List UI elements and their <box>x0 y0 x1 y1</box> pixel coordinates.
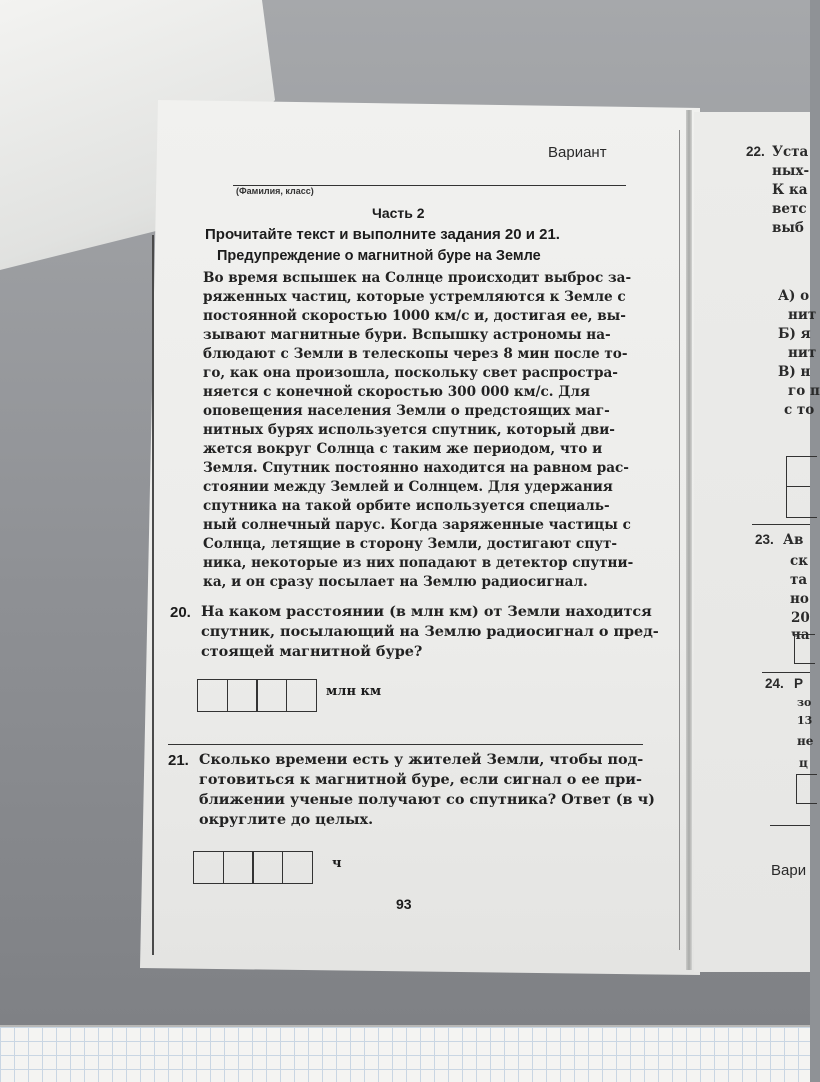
text-line: Солнца, летящие в сторону Земли, достигают спут- <box>203 536 618 552</box>
option-fragment: нит <box>788 345 817 361</box>
question-separator <box>752 524 810 525</box>
question-line: На каком расстоянии (в млн км) от Земли находится <box>201 603 652 620</box>
text-line: го, как она произошла, поскольку свет распростра- <box>203 365 618 381</box>
answer-table-row <box>786 486 810 487</box>
question-fragment: зо <box>797 696 812 709</box>
answer-box[interactable] <box>794 634 815 664</box>
question-number: 22. <box>746 144 765 159</box>
question-fragment: та <box>790 572 808 588</box>
answer-boxes-21[interactable] <box>193 851 313 884</box>
question-separator <box>762 672 810 673</box>
question-fragment: ча <box>791 627 810 643</box>
option-fragment: нит <box>788 307 817 323</box>
question-fragment: ных- <box>772 163 810 179</box>
answer-cell[interactable] <box>286 679 317 712</box>
text-line: зывают магнитные бури. Вспышку астрономы на- <box>203 327 611 343</box>
answer-cell[interactable] <box>227 679 258 712</box>
text-line: Во время вспышек на Солнце происходит выброс за- <box>203 270 632 286</box>
text-line: нитных бурях используется спутник, который дви- <box>203 422 615 438</box>
text-title: Предупреждение о магнитной буре на Земле <box>217 248 541 264</box>
question-line: спутник, посылающий на Землю радиосигнал о пред- <box>201 623 659 640</box>
grid-notebook <box>0 1025 810 1082</box>
variant-label: Вариант <box>548 144 607 161</box>
part-title: Часть 2 <box>372 205 425 221</box>
text-line: жется вокруг Солнца с таким же периодом, что и <box>203 441 603 457</box>
answer-cell[interactable] <box>282 851 313 884</box>
question-line: Сколько времени есть у жителей Земли, чтобы под- <box>199 751 644 768</box>
answer-unit: ч <box>332 856 342 871</box>
variant-footer: Вари <box>771 862 807 879</box>
answer-boxes-20[interactable] <box>197 679 317 712</box>
text-line: ка, и он сразу посылает на Землю радиосигнал. <box>203 574 588 590</box>
text-line: оповещения населения Земли о предстоящих маг- <box>203 403 610 419</box>
answer-cell[interactable] <box>197 679 228 712</box>
option-fragment: с то <box>784 402 815 418</box>
question-fragment: К ка <box>772 182 808 198</box>
option-fragment: Б) я <box>778 326 811 342</box>
question-number: 20. <box>170 604 191 621</box>
question-line: ближении ученые получают со спутника? Ответ (в ч) <box>199 791 655 808</box>
question-fragment: ветс <box>772 201 807 217</box>
option-fragment: А) о <box>778 288 810 304</box>
answer-cell[interactable] <box>193 851 224 884</box>
question-line: округлите до целых. <box>199 811 374 828</box>
text-line: постоянной скоростью 1000 км/с и, достигая ее, вы- <box>203 308 626 324</box>
answer-cell[interactable] <box>256 679 287 712</box>
book-gutter <box>686 110 692 970</box>
question-number: 24. <box>765 676 784 691</box>
answer-cell[interactable] <box>252 851 283 884</box>
question-fragment: Р <box>794 676 804 691</box>
text-line: ряженных частиц, которые устремляются к Земле с <box>203 289 626 305</box>
question-fragment: 13 <box>797 714 813 727</box>
question-fragment: но <box>790 591 809 607</box>
question-fragment: выб <box>772 220 804 236</box>
option-fragment: В) н <box>778 364 811 380</box>
answer-box[interactable] <box>796 774 817 804</box>
question-fragment: Уста <box>772 144 809 160</box>
question-fragment: ц <box>799 756 808 770</box>
question-separator <box>168 744 643 745</box>
answer-table[interactable] <box>786 456 817 518</box>
name-caption: (Фамилия, класс) <box>236 186 314 196</box>
answer-cell[interactable] <box>223 851 254 884</box>
text-line: блюдают с Земли в телескопы через 8 мин после то- <box>203 346 628 362</box>
instruction: Прочитайте текст и выполните задания 20 и 21. <box>205 226 560 243</box>
question-line: готовиться к магнитной буре, если сигнал о ее при- <box>199 771 642 788</box>
question-line: стоящей магнитной буре? <box>201 643 423 660</box>
text-line: няется с конечной скоростью 300 000 км/с. Для <box>203 384 590 400</box>
text-line: Земля. Спутник постоянно находится на равном рас- <box>203 460 629 476</box>
question-number: 23. <box>755 532 774 547</box>
text-line: спутника на такой орбите используется специаль- <box>203 498 610 514</box>
text-line: ный солнечный парус. Когда заряженные частицы с <box>203 517 631 533</box>
page-number: 93 <box>396 896 412 912</box>
question-fragment: ск <box>790 553 808 569</box>
page-border-right <box>679 130 680 950</box>
question-fragment: Ав <box>783 532 804 548</box>
option-fragment: го п <box>788 383 820 399</box>
answer-unit: млн км <box>326 684 382 699</box>
question-fragment: 20 <box>791 610 810 626</box>
page-border-left <box>152 235 154 955</box>
question-number: 21. <box>168 752 189 769</box>
question-separator <box>770 825 810 826</box>
text-line: стоянии между Землей и Солнцем. Для удержания <box>203 479 613 495</box>
text-line: ника, некоторые из них попадают в детектор спутни- <box>203 555 634 571</box>
question-fragment: не <box>797 734 814 748</box>
